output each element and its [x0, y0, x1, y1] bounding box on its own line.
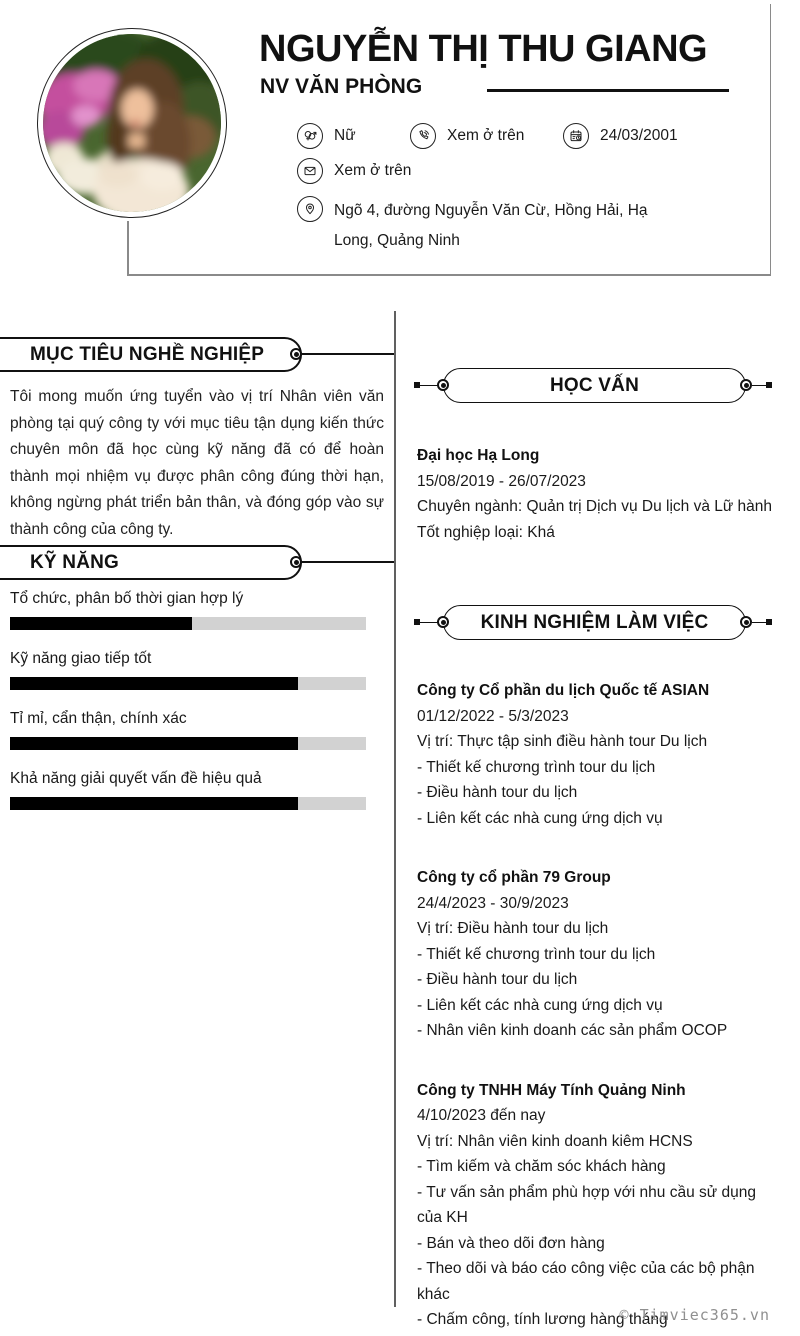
skill-label: Kỹ năng giao tiếp tốt	[10, 650, 152, 667]
job-position: Vị trí: Điều hành tour du lịch	[417, 920, 609, 937]
contact-birthday-value: 24/03/2001	[600, 127, 678, 144]
connector-line	[301, 561, 394, 563]
contact-gender-value: Nữ	[334, 127, 356, 144]
skill-bar-track	[10, 677, 366, 690]
contact-phone	[410, 123, 524, 149]
education-block	[417, 443, 783, 545]
job-duty: - Liên kết các nhà cung ứng dịch vụ	[417, 996, 663, 1014]
job-duty: - Theo dõi và báo cáo công việc của các bộ phận khác	[417, 1260, 755, 1303]
job-duty: - Tư vấn sản phẩm phù hợp với nhu cầu sử dụng của KH	[417, 1183, 756, 1226]
skill-item	[10, 589, 366, 630]
email-icon	[297, 158, 323, 184]
contact-email	[297, 158, 411, 184]
job-duty: - Thiết kế chương trình tour du lịch	[417, 945, 656, 963]
skill-label: Tỉ mỉ, cẩn thận, chính xác	[10, 710, 187, 727]
bullseye-connector	[437, 379, 449, 391]
skill-bar-track	[10, 617, 366, 630]
job-company: Công ty Cổ phần du lịch Quốc tế ASIAN	[417, 682, 710, 699]
skill-bar-track	[10, 737, 366, 750]
column-divider	[394, 311, 396, 1307]
education-heading-label: HỌC VẤN	[549, 374, 639, 396]
job-duty: - Chấm công, tính lương hàng tháng	[417, 1311, 668, 1328]
contact-email-value: Xem ở trên	[334, 162, 412, 179]
job-position: Vị trí: Nhân viên kinh doanh kiêm HCNS	[417, 1132, 693, 1150]
skill-label: Khả năng giải quyết vấn đề hiệu quả	[10, 770, 262, 787]
profile-photo	[43, 34, 221, 212]
connector-line	[752, 385, 767, 387]
skill-item	[10, 769, 366, 810]
section-heading-experience	[443, 605, 746, 640]
skill-bar-fill	[10, 677, 298, 690]
skill-label: Tổ chức, phân bố thời gian hợp lý	[10, 590, 244, 607]
contact-gender	[297, 123, 356, 149]
section-heading-objective	[0, 337, 302, 372]
job-company: Công ty cổ phần 79 Group	[417, 869, 611, 886]
skill-bar-fill	[10, 617, 192, 630]
skills-list	[10, 589, 366, 829]
objective-text: Tôi mong muốn ứng tuyển vào vị trí Nhân viên văn phòng tại quý công ty với mục tiêu tận dụng kiến thức chuyên môn đã học cùng kỹ năng đã có để hoàn thành mọi nhiệm vụ được phân công đúng thời hạn, không ngừng phát triển bản thân, và đóng góp vào sự thành công của công ty.	[10, 388, 384, 538]
education-school: Đại học Hạ Long	[417, 447, 540, 464]
experience-list	[417, 678, 785, 1336]
job-period: 01/12/2022 - 5/3/2023	[417, 707, 569, 725]
skill-bar-fill	[10, 737, 298, 750]
contact-birthday	[563, 123, 678, 149]
header-bracket-bottom	[127, 274, 771, 276]
job-title: NV VĂN PHÒNG	[260, 75, 423, 98]
connector-line	[301, 353, 394, 355]
gender-icon	[297, 123, 323, 149]
connector-line	[752, 622, 767, 624]
profile-photo-frame	[37, 28, 227, 218]
job-entry	[417, 865, 785, 1044]
header-bracket-stem	[127, 221, 129, 275]
contact-address-value: Ngõ 4, đường Nguyễn Văn Cừ, Hồng Hải, Hạ Long, Quảng Ninh	[334, 202, 648, 249]
job-duty: - Bán và theo dõi đơn hàng	[417, 1234, 605, 1252]
job-entry	[417, 1078, 785, 1333]
job-duty: - Thiết kế chương trình tour du lịch	[417, 758, 656, 776]
job-duty: - Điều hành tour du lịch	[417, 784, 578, 801]
bullseye-connector	[437, 616, 449, 628]
end-dot	[766, 382, 772, 388]
skill-item	[10, 709, 366, 750]
job-company: Công ty TNHH Máy Tính Quảng Ninh	[417, 1081, 686, 1099]
title-rule	[487, 89, 729, 92]
job-duty: - Tìm kiếm và chăm sóc khách hàng	[417, 1158, 666, 1175]
contact-phone-value: Xem ở trên	[447, 127, 525, 144]
education-grade: Tốt nghiệp loại: Khá	[417, 523, 555, 541]
job-entry	[417, 678, 785, 831]
section-heading-education	[443, 368, 746, 403]
skill-item	[10, 649, 366, 690]
section-heading-skills	[0, 545, 302, 580]
location-icon	[297, 196, 323, 222]
job-period: 24/4/2023 - 30/9/2023	[417, 894, 569, 912]
phone-icon	[410, 123, 436, 149]
job-duty: - Nhân viên kinh doanh các sản phẩm OCOP	[417, 1022, 728, 1039]
skills-heading-label: KỸ NĂNG	[30, 551, 120, 573]
education-major: Chuyên ngành: Quản trị Dịch vụ Du lịch và Lữ hành	[417, 498, 773, 515]
watermark: © Timviec365.vn	[619, 1306, 770, 1324]
bullseye-connector	[740, 379, 752, 391]
skill-bar-track	[10, 797, 366, 810]
job-duty: - Liên kết các nhà cung ứng dịch vụ	[417, 809, 663, 827]
job-period: 4/10/2023 đến nay	[417, 1107, 546, 1124]
bullseye-connector	[740, 616, 752, 628]
job-duty: - Điều hành tour du lịch	[417, 971, 578, 988]
contact-address	[297, 196, 679, 256]
end-dot	[766, 619, 772, 625]
job-position: Vị trí: Thực tập sinh điều hành tour Du lịch	[417, 733, 708, 750]
experience-heading-label: KINH NGHIỆM LÀM VIỆC	[480, 611, 709, 633]
objective-heading-label: MỤC TIÊU NGHỀ NGHIỆP	[30, 343, 265, 365]
candidate-name: NGUYỄN THỊ THU GIANG	[259, 28, 708, 70]
skill-bar-fill	[10, 797, 298, 810]
education-period: 15/08/2019 - 26/07/2023	[417, 472, 586, 490]
header-bracket-right	[770, 4, 772, 275]
calendar-icon	[563, 123, 589, 149]
